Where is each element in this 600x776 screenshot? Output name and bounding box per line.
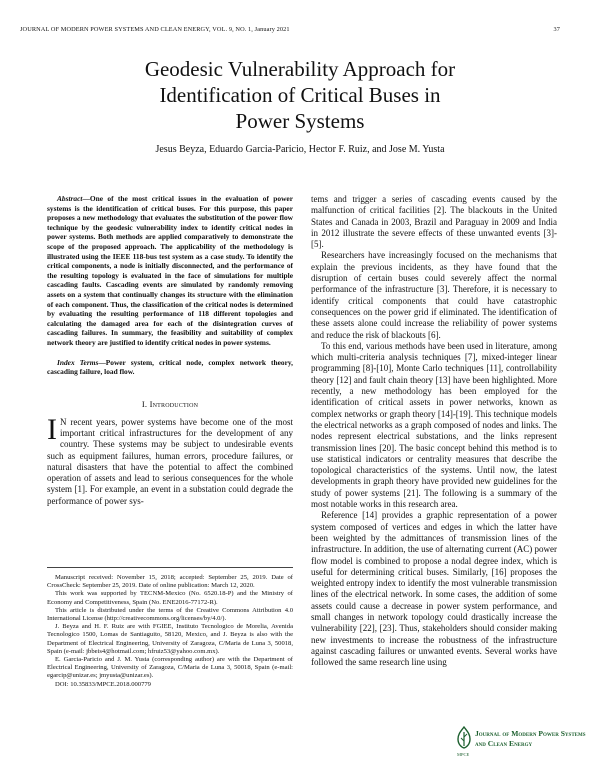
footnote: This article is distributed under the terms of the Creative Commons Attribution 4.0 International License (http://creativecommons.org/licenses/by/4.0/). xyxy=(47,606,293,623)
paper-title xyxy=(0,56,600,134)
running-head-journal: JOURNAL OF MODERN POWER SYSTEMS AND CLEAN ENERGY, VOL. 9, NO. 1, January 2021 xyxy=(20,26,290,33)
author-list: Jesus Beyza, Eduardo Garcia-Paricio, Hector F. Ruiz, and Jose M. Yusta xyxy=(155,144,445,155)
page-number: 37 xyxy=(553,26,560,33)
right-column xyxy=(311,194,557,668)
abstract-text: —One of the most critical issues in the evaluation of power systems is the identification of critical buses. For this purpose, this paper proposes a new methodology that evaluates the substitution of the power flow technique by the geodesic vulnerability index to identify critical nodes in power systems. Both methods are applied comparatively to demonstrate the scope of the proposed approach. The applicability of the methodology is illustrated using the IEEE 118-bus test system as a case study. To identify the critical components, a node is initially disconnected, and the performance of the resulting topology is evaluated in the face of simulations for multiple cascading faults. Cascading events are simulated by randomly removing assets on a system that continually changes its structure with the elimination of each component. Thus, the classification of the critical nodes is determined by evaluating the resulting performance of 118 different topologies and calculating the damaged area for each of the disintegration curves of cascading failures. In summary, the feasibility and suitability of complex network theory are justified to identify critical nodes in power systems. xyxy=(47,194,293,347)
footnote: J. Beyza and H. F. Ruiz are with FGIEE, Instituto Tecnologico de Morelia, Avenida Tecnologico 1500, Lomas de Santiaguito, 58120, Mexico, and J. Beyza is also with the Department of Electrical Engineering, University of Zaragoza, C/Maria de Luna 3, 50018, Spain (e-mail: jbbeis4@hotmail.com; hfruiz53@yahoo.com.mx). xyxy=(47,623,293,655)
body-paragraph: tems and trigger a series of cascading events caused by the malfunction of critical facilities [2]. The blackouts in the United States and Canada in 2003, Brazil and Paraguay in 2009 and India in 2012 illustrate the severe effects of these unwanted events [3]-[5]. xyxy=(311,194,557,250)
title-line: Power Systems xyxy=(235,109,365,133)
body-paragraph: Researchers have increasingly focused on the mechanisms that explain the previous incidents, as they have found that the disruption of certain buses could severely affect the normal performance of the infrastructure [3]. Therefore, it is necessary to identify critical components that could have catastrophic consequences on the power grid if eliminated. The identification of these assets alone could increase the reliability of power systems and reduce the risk of blackouts [6]. xyxy=(311,250,557,340)
section-heading: I. Introduction xyxy=(141,398,199,409)
footnotes xyxy=(47,567,293,689)
body-paragraph: Reference [14] provides a graphic representation of a power system composed of vertices and edges in which the latter have been weighted by the admittances of transmission lines of the infrastructure. In addition, the use of alternating current (AC) power flow model is combined to propose a nodal degree index, which is useful for determining critical buses. Similarly, [16] proposes the weighted entropy index to identify the most vulnerable transmission lines of the electrical network. In some cases, the addition of some assets could cause a decrease in power system performance, and small changes in network topology could drastically increase the vulnerability [22], [23]. Thus, stakeholders should consider making new investments to increase the robustness of the infrastructure against cascading failures or unwanted events. Several works have followed the same research line using xyxy=(311,510,557,668)
journal-name-line: and Clean Energy xyxy=(475,739,533,748)
running-head xyxy=(20,26,560,33)
intro-paragraph xyxy=(47,412,293,507)
abstract-lead: Abstract xyxy=(57,194,83,203)
doi: DOI: 10.35833/MPCE.2018.000779 xyxy=(55,680,151,688)
index-terms-lead: Index Terms xyxy=(57,357,99,367)
footnote: This work was supported by TECNM-Mexico (No. 6520.18-P) and the Ministry of Economy and Competitiveness, Spain (No. ENE2016-77172-R). xyxy=(47,590,293,606)
body-paragraph: To this end, various methods have been used in literature, among which multi-criteria analysis techniques [7], mixed-integer linear programming [8]-[10], Monte Carlo techniques [11], controllability theory [12] and fault chain theory [13] have been highlighted. More recently, a new methodology has been employed for the identification of critical assets in power networks, known as complex networks or graph theory [14]-[19]. This technique models the electrical networks as a graph composed of nodes and links. The nodes represent electrical substations, and the links represent transmission lines [20]. The basic concept behind this method is to use statistical indicators or centrality measures that describe the topological characteristics of the systems. Until now, the latest developments in graph theory have provided new guidelines for the study of power systems [21]. The following is a summary of the most notable works in this research area. xyxy=(311,340,557,510)
journal-name xyxy=(475,729,585,749)
journal-name-line: Journal of Modern Power Systems xyxy=(475,729,586,738)
journal-logo-sub: MPCE xyxy=(457,752,470,757)
drop-cap: I xyxy=(47,412,57,446)
footnote: E. Garcia-Paricio and J. M. Yusta (corresponding author) are with the Department of Electrical Engineering, University of Zaragoza, C/Maria de Luna 3, 50018, Spain (e-mail: egarcip@unizar.es; jmyusta@unizar.es). xyxy=(47,656,293,680)
index-terms xyxy=(47,358,293,377)
title-line: Identification of Critical Buses in xyxy=(159,83,441,107)
journal-logo-icon xyxy=(456,726,472,750)
left-column xyxy=(47,194,293,507)
abstract xyxy=(47,194,293,348)
footnote: Manuscript received: November 15, 2018; accepted: September 25, 2019. Date of CrossCheck: September 25, 2019. Date of online publication: March 12, 2020. xyxy=(47,574,293,590)
index-terms-text: —Power system, critical node, complex network theory, cascading failure, load flow. xyxy=(47,357,293,377)
title-line: Geodesic Vulnerability Approach for xyxy=(144,57,456,81)
intro-text: N recent years, power systems have become one of the most important critical infrastructures for the development of any country. These systems may be subject to undesirable events such as equipment failures, human errors, procedure failures, or natural disasters that have the potential to affect the combined operation of assets and lead to serious consequences for the whole system [1]. For example, an event in a substation could degrade the performance of power sys- xyxy=(47,416,293,506)
